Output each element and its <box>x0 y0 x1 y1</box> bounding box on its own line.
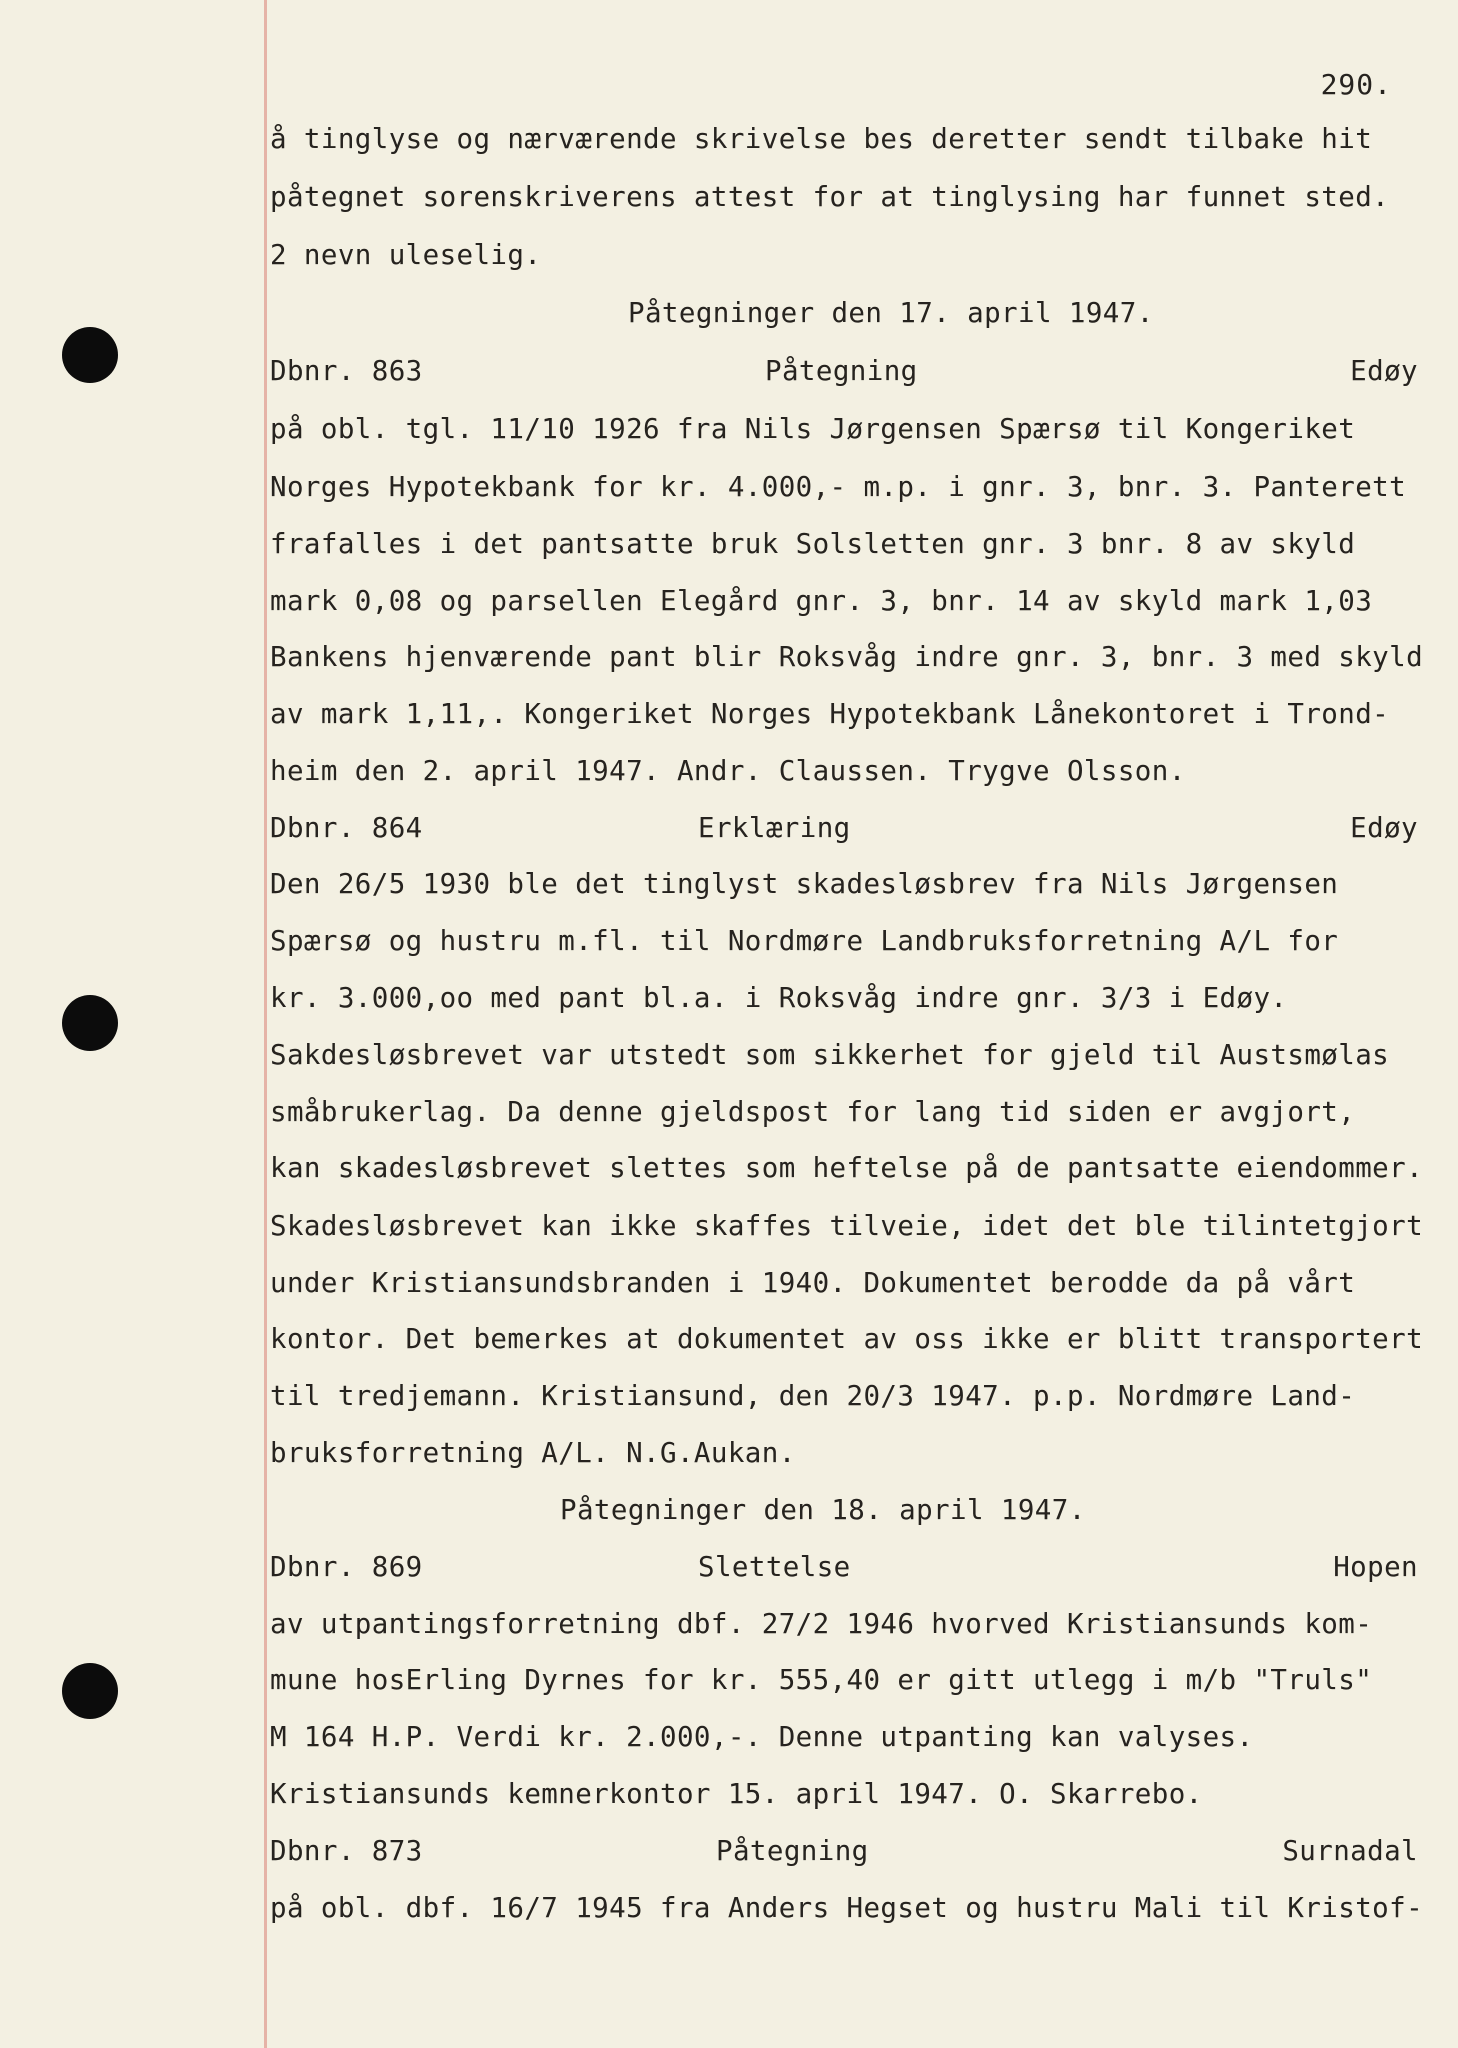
text-line: påtegnet sorenskriverens attest for at tinglysing har funnet sted. <box>270 181 1390 213</box>
text-line: mune hosErling Dyrnes for kr. 555,40 er gitt utlegg i m/b "Truls" <box>270 1664 1373 1696</box>
punch-hole <box>62 995 118 1051</box>
text-line: til tredjemann. Kristiansund, den 20/3 1947. p.p. Nordmøre Land- <box>270 1380 1356 1412</box>
text-line: Bankens hjenværende pant blir Roksvåg indre gnr. 3, bnr. 3 med skyld <box>270 641 1424 673</box>
text-line: Spærsø og hustru m.fl. til Nordmøre Landbruksforretning A/L for <box>270 925 1339 957</box>
text-line: Skadesløsbrevet kan ikke skaffes tilveie, idet det ble tilintetgjort <box>270 1210 1424 1242</box>
text-line: på obl. tgl. 11/10 1926 fra Nils Jørgensen Spærsø til Kongeriket <box>270 413 1356 445</box>
text-line: på obl. dbf. 16/7 1945 fra Anders Hegset og hustru Mali til Kristof- <box>270 1892 1424 1924</box>
text-line: småbrukerlag. Da denne gjeldspost for lang tid siden er avgjort, <box>270 1096 1356 1128</box>
text-line: mark 0,08 og parsellen Elegård gnr. 3, bnr. 14 av skyld mark 1,03 <box>270 585 1373 617</box>
page-number: 290. <box>1320 68 1392 101</box>
text-line: av utpantingsforretning dbf. 27/2 1946 hvorved Kristiansunds kom- <box>270 1608 1373 1640</box>
entry-place: Edøy <box>1350 812 1418 844</box>
section-heading: Påtegninger den 18. april 1947. <box>560 1494 1086 1526</box>
text-line: Den 26/5 1930 ble det tinglyst skadesløsbrev fra Nils Jørgensen <box>270 868 1339 900</box>
entry-dbnr: Dbnr. 869 <box>270 1551 423 1583</box>
entry-place: Surnadal <box>1282 1835 1418 1867</box>
entry-dbnr: Dbnr. 864 <box>270 812 423 844</box>
text-line: frafalles i det pantsatte bruk Solsletten gnr. 3 bnr. 8 av skyld <box>270 528 1356 560</box>
entry-dbnr: Dbnr. 873 <box>270 1835 423 1867</box>
punch-hole <box>62 1663 118 1719</box>
text-line: av mark 1,11,. Kongeriket Norges Hypotekbank Lånekontoret i Trond- <box>270 698 1390 730</box>
text-line: Norges Hypotekbank for kr. 4.000,- m.p. i gnr. 3, bnr. 3. Panterett <box>270 471 1407 503</box>
entry-type: Slettelse <box>698 1551 851 1583</box>
entry-type: Påtegning <box>765 355 918 387</box>
entry-type: Erklæring <box>698 812 851 844</box>
text-line: kan skadesløsbrevet slettes som heftelse på de pantsatte eiendommer. <box>270 1152 1424 1184</box>
text-line: Sakdesløsbrevet var utstedt som sikkerhet for gjeld til Austsmølas <box>270 1039 1390 1071</box>
text-line: bruksforretning A/L. N.G.Aukan. <box>270 1437 796 1469</box>
text-line: kontor. Det bemerkes at dokumentet av oss ikke er blitt transportert <box>270 1323 1424 1355</box>
text-line: kr. 3.000,oo med pant bl.a. i Roksvåg indre gnr. 3/3 i Edøy. <box>270 982 1288 1014</box>
punch-hole <box>62 327 118 383</box>
text-line: 2 nevn uleselig. <box>270 239 542 271</box>
text-line: Kristiansunds kemnerkontor 15. april 1947. O. Skarrebo. <box>270 1778 1203 1810</box>
entry-dbnr: Dbnr. 863 <box>270 355 423 387</box>
entry-place: Hopen <box>1333 1551 1418 1583</box>
margin-rule <box>264 0 267 2048</box>
text-line: under Kristiansundsbranden i 1940. Dokumentet berodde da på vårt <box>270 1267 1356 1299</box>
entry-header <box>270 811 1418 845</box>
entry-type: Påtegning <box>716 1835 869 1867</box>
text-line: å tinglyse og nærværende skrivelse bes deretter sendt tilbake hit <box>270 123 1373 155</box>
text-line: heim den 2. april 1947. Andr. Claussen. Trygve Olsson. <box>270 755 1186 787</box>
entry-header <box>270 354 1418 388</box>
text-line: M 164 H.P. Verdi kr. 2.000,-. Denne utpanting kan valyses. <box>270 1721 1254 1753</box>
entry-header <box>270 1550 1418 1584</box>
entry-place: Edøy <box>1350 355 1418 387</box>
section-heading: Påtegninger den 17. april 1947. <box>628 297 1154 329</box>
entry-header <box>270 1834 1418 1868</box>
